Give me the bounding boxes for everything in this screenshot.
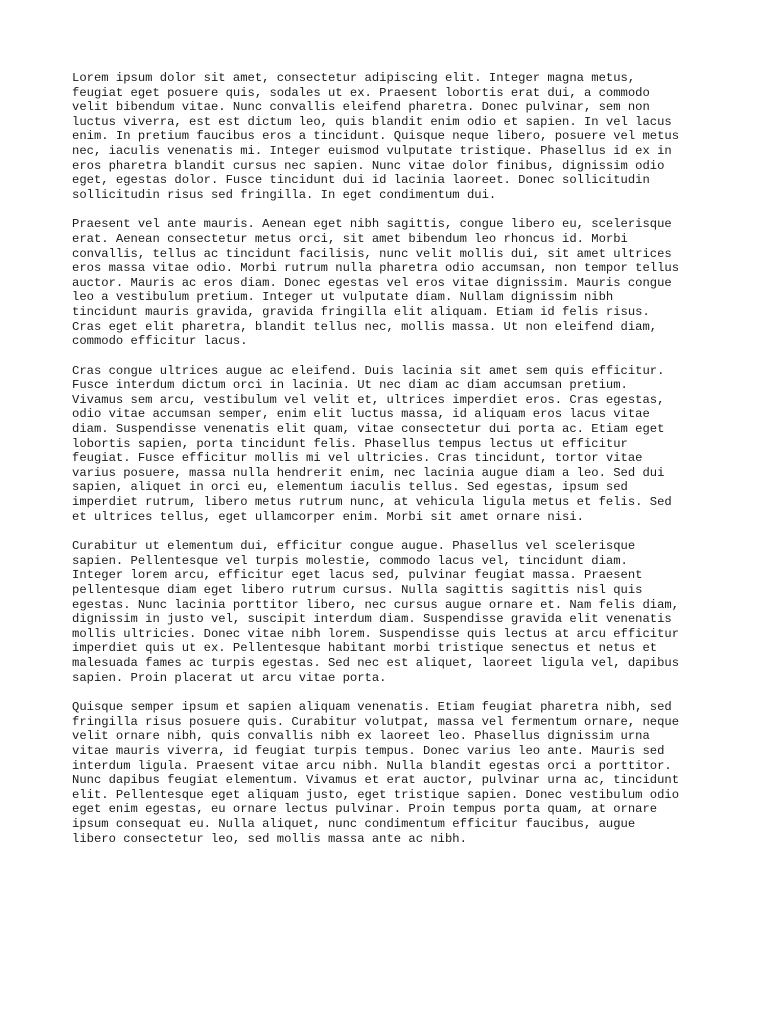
paragraph-5: Quisque semper ipsum et sapien aliquam venenatis. Etiam feugiat pharetra nibh, sed fringilla risus posuere quis. Curabitur volutpat, massa vel fermentum ornare, neque velit ornare nibh, quis convallis nibh ex laoreet leo. Phasellus dignissim urna vitae mauris viverra, id feugiat turpis tempus. Donec varius leo ante. Mauris sed interdum ligula. Praesent vitae arcu nibh. Nulla blandit egestas orci a porttitor. Nunc dapibus feugiat elementum. Vivamus et erat auctor, pulvinar urna ac, tincidunt elit. Pellentesque eget aliquam justo, eget tristique sapien. Donec vestibulum odio eget enim egestas, eu ornare lectus pulvinar. Proin tempus porta quam, at ornare ipsum consequat eu. Nulla aliquet, nunc condimentum efficitur faucibus, augue libero consectetur leo, sed mollis massa ante ac nibh. xyxy=(72,700,680,846)
paragraph-1: Lorem ipsum dolor sit amet, consectetur adipiscing elit. Integer magna metus, feugiat eget posuere quis, sodales ut ex. Praesent lobortis erat dui, a commodo velit bibendum vitae. Nunc convallis eleifend pharetra. Donec pulvinar, sem non luctus viverra, est est dictum leo, quis blandit enim odio et sapien. In vel lacus enim. In pretium faucibus eros a tincidunt. Quisque neque libero, posuere vel metus nec, iaculis venenatis mi. Integer euismod vulputate tristique. Phasellus id ex in eros pharetra blandit cursus nec sapien. Nunc vitae dolor finibus, dignissim odio eget, egestas dolor. Fusce tincidunt dui id lacinia laoreet. Donec sollicitudin sollicitudin risus sed fringilla. In eget condimentum dui. xyxy=(72,71,680,202)
paragraph-2: Praesent vel ante mauris. Aenean eget nibh sagittis, congue libero eu, scelerisque erat. Aenean consectetur metus orci, sit amet bibendum leo rhoncus id. Morbi convallis, tellus ac tincidunt facilisis, nunc velit mollis dui, sit amet ultrices eros massa vitae odio. Morbi rutrum nulla pharetra odio accumsan, non tempor tellus auctor. Mauris ac eros diam. Donec egestas vel eros vitae dignissim. Mauris congue leo a vestibulum pretium. Integer ut vulputate diam. Nullam dignissim nibh tincidunt mauris gravida, gravida fringilla elit aliquam. Etiam id felis risus. Cras eget elit pharetra, blandit tellus nec, mollis massa. Ut non eleifend diam, commodo efficitur lacus. xyxy=(72,217,680,349)
paragraph-4: Curabitur ut elementum dui, efficitur congue augue. Phasellus vel scelerisque sapien. Pellentesque vel turpis molestie, commodo lacus vel, tincidunt diam. Integer lorem arcu, efficitur eget lacus sed, pulvinar feugiat massa. Praesent pellentesque diam eget libero rutrum cursus. Nulla sagittis sagittis nisl quis egestas. Nunc lacinia porttitor libero, nec cursus augue ornare et. Nam felis diam, dignissim in justo vel, suscipit interdum diam. Suspendisse gravida elit venenatis mollis ultricies. Donec vitae nibh lorem. Suspendisse quis lectus at arcu efficitur imperdiet quis ut ex. Pellentesque habitant morbi tristique senectus et netus et malesuada fames ac turpis egestas. Sed nec est aliquet, laoreet ligula vel, dapibus sapien. Proin placerat ut arcu vitae porta. xyxy=(72,539,680,685)
paragraph-3: Cras congue ultrices augue ac eleifend. Duis lacinia sit amet sem quis efficitur. Fusce interdum dictum orci in lacinia. Ut nec diam ac diam accumsan pretium. Vivamus sem arcu, vestibulum vel velit et, ultrices imperdiet eros. Cras egestas, odio vitae accumsan semper, enim elit luctus massa, id aliquam eros lacus vitae diam. Suspendisse venenatis elit quam, vitae consectetur dui porta ac. Etiam eget lobortis sapien, porta tincidunt felis. Phasellus tempus lectus ut efficitur feugiat. Fusce efficitur mollis mi vel ultricies. Cras tincidunt, tortor vitae varius posuere, massa nulla hendrerit enim, nec lacinia augue diam a leo. Sed dui sapien, aliquet in orci eu, elementum iaculis tellus. Sed egestas, ipsum sed imperdiet rutrum, libero metus rutrum nunc, at vehicula ligula metus et felis. Sed et ultrices tellus, eget ullamcorper enim. Morbi sit amet ornare nisi. xyxy=(72,363,672,524)
